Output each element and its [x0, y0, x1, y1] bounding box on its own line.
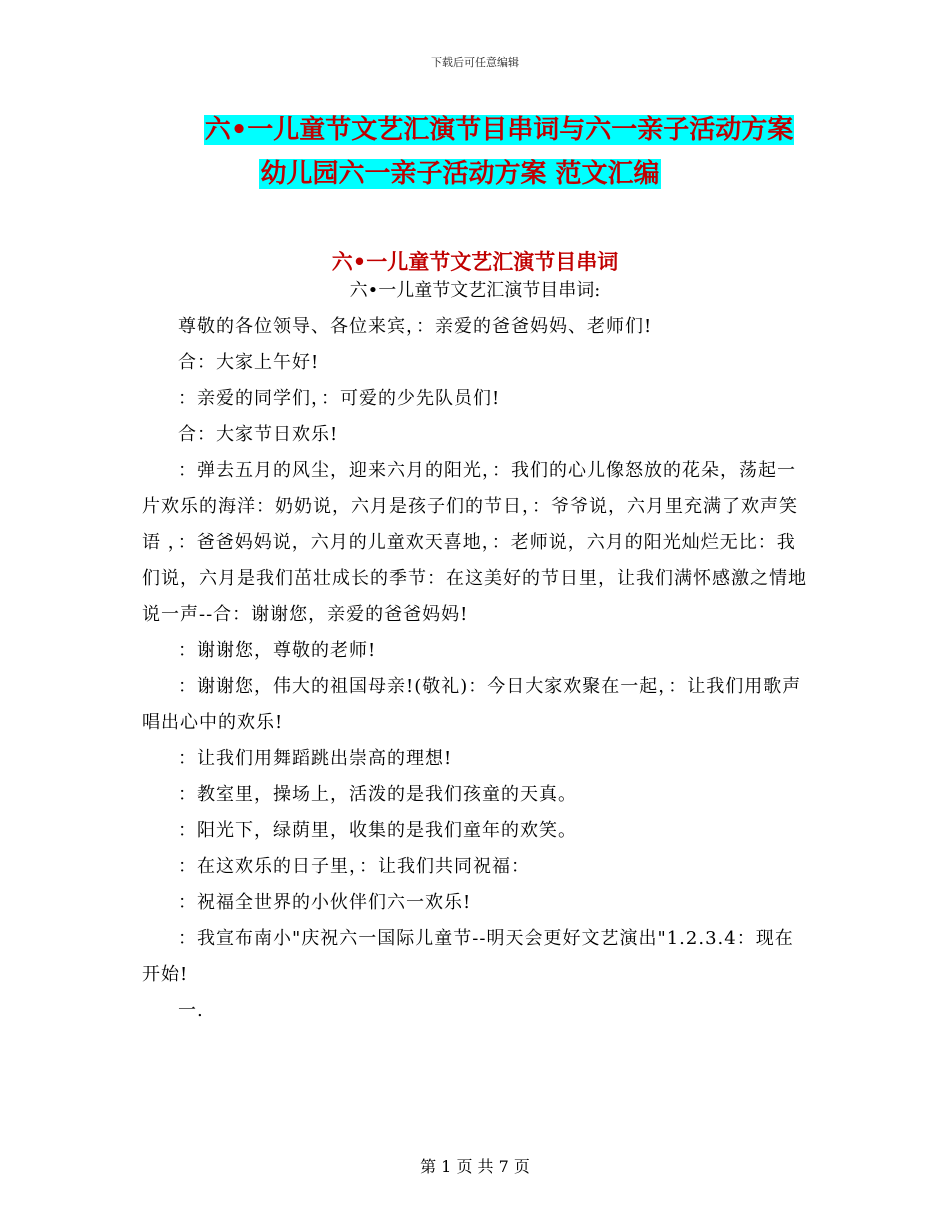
paragraph: ：弹去五月的风尘，迎来六月的阳光，：我们的心儿像怒放的花朵，荡起一片欢乐的海洋：奶奶说，六月是孩子们的节日，：爷爷说，六月里充满了欢声笑语 ，：爸爸妈妈说，六月的儿童欢天喜地，：老师说，六月的阳光灿烂无比：我们说，六月是我们茁壮成长的季节：在这美好的节日里，让我们满怀感激之情地说一声--合：谢谢您，亲爱的爸爸妈妈! [142, 460, 807, 625]
paragraph: ：祝福全世界的小伙伴们六一欢乐! [178, 892, 472, 913]
header-note: 下载后可任意编辑 [431, 56, 519, 69]
paragraph: 合：大家节日欢乐! [178, 424, 339, 445]
paragraph: ：让我们用舞蹈跳出崇高的理想! [178, 748, 453, 769]
paragraph: ：在这欢乐的日子里，：让我们共同祝福： [178, 856, 530, 877]
script-body [142, 309, 810, 1029]
document-title-line-2-text: 幼儿园六一亲子活动方案 范文汇编 [260, 159, 660, 189]
page-footer: 第 1 页 共 7 页 [420, 1157, 530, 1176]
paragraph: 一. [178, 1000, 204, 1021]
document-title-line-2 [0, 156, 950, 192]
document-title-line-1 [0, 112, 950, 148]
paragraph: ：亲爱的同学们，：可爱的少先队员们! [178, 388, 501, 409]
paragraph: ：我宣布南小"庆祝六一国际儿童节--明天会更好文艺演出"1.2.3.4：现在开始! [142, 928, 794, 985]
paragraph: ：阳光下，绿荫里，收集的是我们童年的欢笑。 [178, 820, 577, 841]
paragraph: 合：大家上午好! [178, 352, 320, 373]
section-subheading: 六•一儿童节文艺汇演节目串词: [349, 280, 601, 301]
document-title-line-1-text: 六•一儿童节文艺汇演节目串词与六一亲子活动方案 [204, 115, 794, 145]
paragraph: ：谢谢您，尊敬的老师! [178, 640, 377, 661]
paragraph: 尊敬的各位领导、各位来宾，：亲爱的爸爸妈妈、老师们! [178, 316, 653, 337]
paragraph: ：谢谢您，伟大的祖国母亲!(敬礼)：今日大家欢聚在一起，：让我们用歌声唱出心中的欢乐! [142, 676, 802, 733]
section-title: 六•一儿童节文艺汇演节目串词 [331, 250, 619, 274]
paragraph: ：教室里，操场上，活泼的是我们孩童的天真。 [178, 784, 577, 805]
